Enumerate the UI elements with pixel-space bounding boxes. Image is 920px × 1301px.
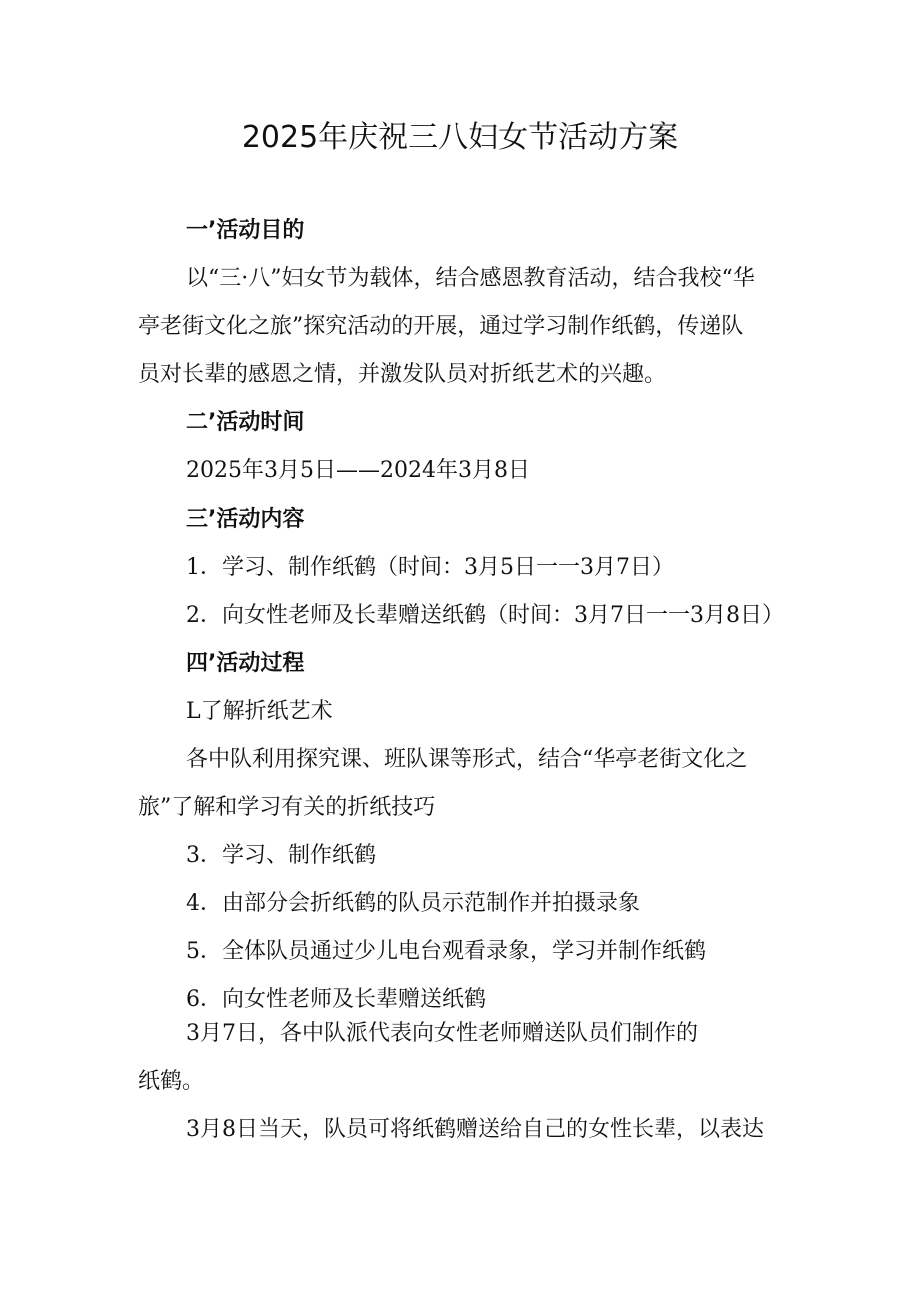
section-heading-purpose: 一’活动目的 — [186, 218, 305, 243]
paragraph-line: 以“三·八”妇女节为载体，结合感恩教育活动，结合我校“华 — [186, 266, 755, 291]
paragraph-line: 3月8日当天，队员可将纸鹤赠送给自己的女性长辈，以表达 — [186, 1117, 764, 1142]
section-heading-content: 三’活动内容 — [186, 507, 305, 532]
section-heading-process: 四’活动过程 — [186, 651, 305, 676]
paragraph-line: 纸鹤。 — [138, 1069, 205, 1094]
content-item: 1．学习、制作纸鹤（时间：3月5日一一3月7日） — [186, 555, 674, 580]
process-item: 3．学习、制作纸鹤 — [186, 843, 376, 868]
activity-date-range: 2025年3月5日——2024年3月8日 — [186, 458, 530, 483]
process-item: 6．向女性老师及长辈赠送纸鹤 — [186, 987, 486, 1012]
content-item: 2．向女性老师及长辈赠送纸鹤（时间：3月7日一一3月8日） — [186, 603, 784, 628]
section-heading-time: 二’活动时间 — [186, 410, 305, 435]
paragraph-line: 亭老街文化之旅”探究活动的开展，通过学习制作纸鹤，传递队 — [138, 314, 744, 339]
document-title: 2025年庆祝三八妇女节活动方案 — [241, 120, 679, 155]
process-item: L了解折纸艺术 — [186, 699, 333, 724]
process-item: 4．由部分会折纸鹤的队员示范制作并拍摄录象 — [186, 891, 640, 916]
paragraph-line: 员对长辈的感恩之情，并激发队员对折纸艺术的兴趣。 — [138, 362, 667, 387]
paragraph-line: 3月7日，各中队派代表向女性老师赠送队员们制作的 — [186, 1021, 698, 1046]
process-item: 5．全体队员通过少儿电台观看录象，学习并制作纸鹤 — [186, 939, 706, 964]
paragraph-line: 旅”了解和学习有关的折纸技巧 — [138, 795, 436, 820]
paragraph-line: 各中队利用探究课、班队课等形式，结合“华亭老街文化之 — [186, 747, 748, 772]
